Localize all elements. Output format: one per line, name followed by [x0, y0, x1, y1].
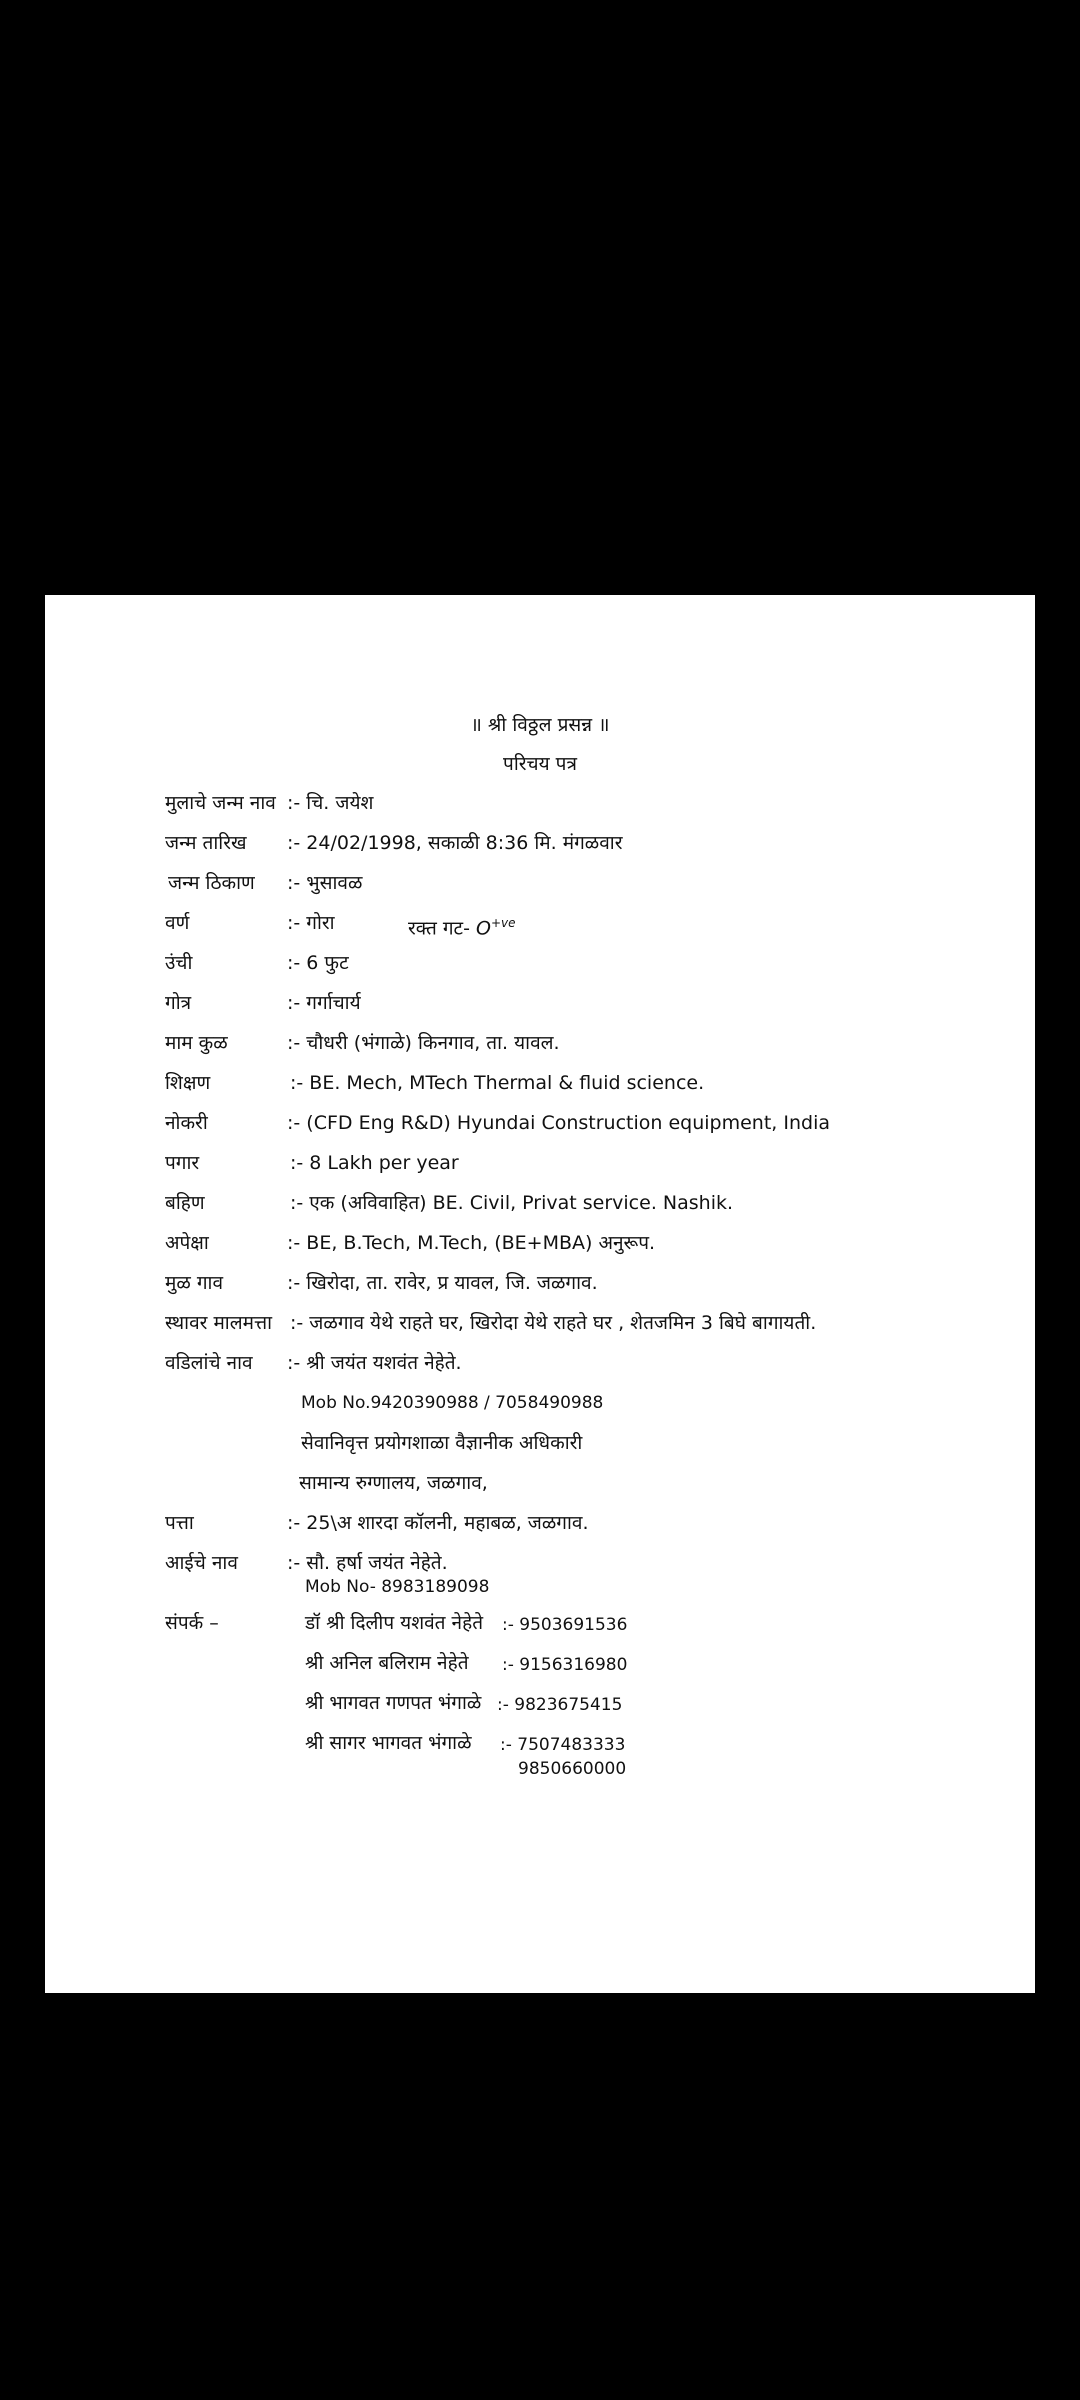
height-label: उंची	[165, 952, 193, 974]
salary-value: :- 8 Lakh per year	[290, 1152, 459, 1174]
address-label: पत्ता	[165, 1512, 194, 1534]
contacts-label: संपर्क –	[165, 1612, 219, 1634]
birthplace-value: :- भुसावळ	[287, 872, 363, 894]
name-value: :- चि. जयेश	[287, 792, 374, 814]
dob-label: जन्म तारिख	[165, 832, 247, 854]
father-value: :- श्री जयंत यशवंत नेहेते.	[287, 1352, 462, 1374]
contact-name: डॉ श्री दिलीप यशवंत नेहेते	[305, 1612, 484, 1634]
contact-phone: :- 9823675415	[497, 1695, 623, 1715]
contact-name: श्री सागर भागवत भंगाळे	[305, 1732, 472, 1754]
mother-mobile: Mob No- 8983189098	[305, 1577, 490, 1597]
blood-group-rh: +ve	[490, 916, 516, 930]
property-label: स्थावर मालमत्ता	[165, 1312, 273, 1334]
mama-kul-value: :- चौधरी (भंगाळे) किनगाव, ता. यावल.	[287, 1032, 560, 1054]
birthplace-label: जन्म ठिकाण	[168, 872, 255, 894]
contact-phone: :- 9503691536	[502, 1615, 628, 1635]
father-designation: सेवानिवृत्त प्रयोगशाळा वैज्ञानीक अधिकारी	[301, 1432, 583, 1454]
father-mobile: Mob No.9420390988 / 7058490988	[301, 1393, 604, 1413]
job-label: नोकरी	[165, 1112, 208, 1134]
contact-name: श्री अनिल बलिराम नेहेते	[305, 1652, 469, 1674]
salary-label: पगार	[165, 1152, 200, 1174]
father-label: वडिलांचे नाव	[165, 1352, 253, 1374]
invocation-heading: ॥ श्री विठ्ठल प्रसन्न ॥	[470, 714, 610, 736]
height-value: :- 6 फुट	[287, 952, 349, 974]
document-title: परिचय पत्र	[503, 753, 577, 775]
property-value: :- जळगाव येथे राहते घर, खिरोदा येथे राहते घर , शेतजमिन 3 बिघे बागायती.	[290, 1312, 817, 1334]
contact-phone: :- 9156316980	[502, 1655, 628, 1675]
expectation-value: :- BE, B.Tech, M.Tech, (BE+MBA) अनुरूप.	[287, 1232, 656, 1254]
complexion-value: :- गोरा	[287, 912, 335, 934]
gotra-value: :- गर्गाचार्य	[287, 992, 361, 1014]
education-label: शिक्षण	[165, 1072, 211, 1094]
father-office: सामान्य रुग्णालय, जळगाव,	[299, 1472, 488, 1494]
address-value: :- 25\अ शारदा कॉलनी, महाबळ, जळगाव.	[287, 1512, 589, 1534]
sister-value: :- एक (अविवाहित) BE. Civil, Privat service. Nashik.	[290, 1192, 734, 1214]
sister-label: बहिण	[165, 1192, 205, 1214]
contact-phone-alt: 9850660000	[518, 1759, 627, 1779]
native-place-label: मुळ गाव	[165, 1272, 224, 1294]
document-page	[45, 595, 1035, 1993]
mother-label: आईचे नाव	[165, 1552, 238, 1574]
blood-group	[408, 911, 516, 940]
dob-value: :- 24/02/1998, सकाळी 8:36 मि. मंगळवार	[287, 832, 623, 854]
mother-value: :- सौ. हर्षा जयंत नेहेते.	[287, 1552, 448, 1574]
gotra-label: गोत्र	[165, 992, 192, 1014]
blood-group-label: रक्त गट-	[408, 917, 470, 940]
expectation-label: अपेक्षा	[165, 1232, 209, 1254]
contact-phone: :- 7507483333	[500, 1735, 626, 1755]
complexion-label: वर्ण	[165, 912, 190, 934]
blood-group-value: O	[476, 917, 491, 940]
job-value: :- (CFD Eng R&D) Hyundai Construction equipment, India	[287, 1112, 831, 1134]
mama-kul-label: माम कुळ	[165, 1032, 228, 1054]
contact-name: श्री भागवत गणपत भंगाळे	[305, 1692, 482, 1714]
education-value: :- BE. Mech, MTech Thermal & fluid science.	[290, 1072, 705, 1094]
native-place-value: :- खिरोदा, ता. रावेर, प्र यावल, जि. जळगाव.	[287, 1272, 598, 1294]
name-label: मुलाचे जन्म नाव	[165, 792, 276, 814]
